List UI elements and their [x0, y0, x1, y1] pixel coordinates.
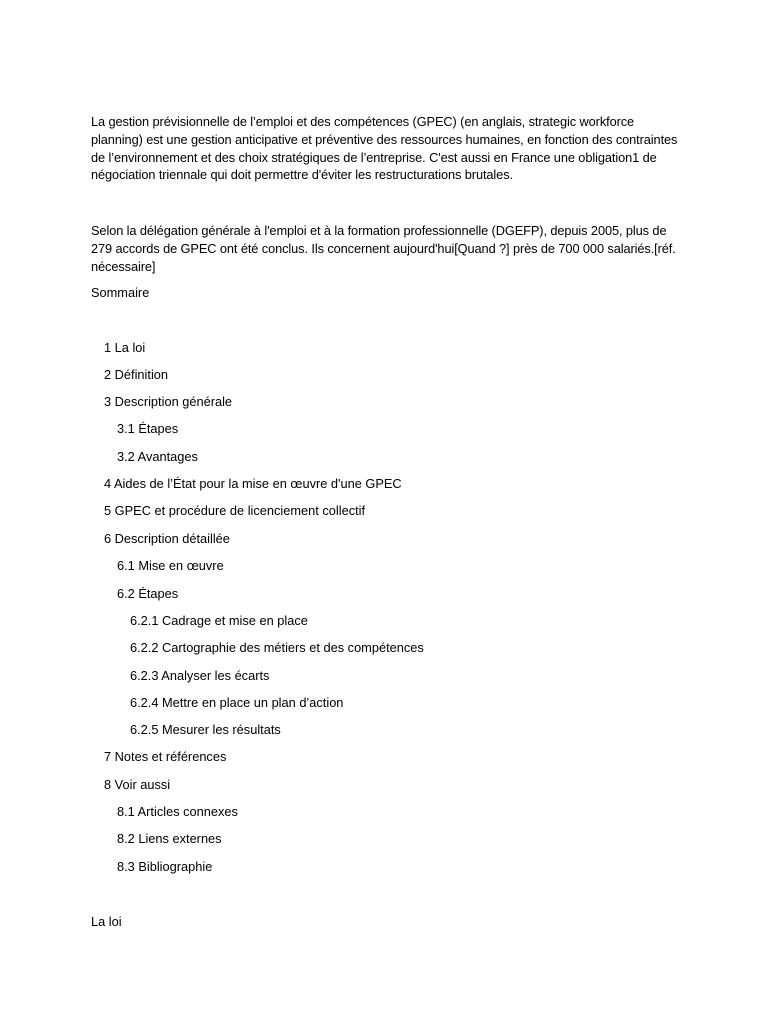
toc-item-6-2-2[interactable]: 6.2.2 Cartographie des métiers et des compétences	[130, 640, 424, 655]
toc-item-6-2[interactable]: 6.2 Étapes	[117, 586, 179, 601]
toc-item-3-2[interactable]: 3.2 Avantages	[117, 449, 198, 464]
toc-item-1[interactable]: 1 La loi	[104, 340, 146, 355]
stats-paragraph: Selon la délégation générale à l'emploi et à la formation professionnelle (DGEFP), depuis 2005, plus de 279 accords de GPEC ont été conclus. Ils concernent aujourd'hui[Quand ?] près de 700 000 salariés.[réf. nécessaire]	[91, 223, 676, 274]
toc-item-7[interactable]: 7 Notes et références	[104, 749, 227, 764]
toc-item-5[interactable]: 5 GPEC et procédure de licenciement collectif	[104, 503, 366, 518]
toc-item-8-1[interactable]: 8.1 Articles connexes	[117, 804, 238, 819]
toc-item-3[interactable]: 3 Description générale	[104, 394, 233, 409]
toc-item-6-2-1[interactable]: 6.2.1 Cadrage et mise en place	[130, 613, 308, 628]
toc-item-4[interactable]: 4 Aides de l’État pour la mise en œuvre d'une GPEC	[104, 476, 402, 491]
toc-item-6-1[interactable]: 6.1 Mise en œuvre	[117, 558, 224, 573]
toc-item-6-2-3[interactable]: 6.2.3 Analyser les écarts	[130, 668, 270, 683]
toc-item-6-2-5[interactable]: 6.2.5 Mesurer les résultats	[130, 722, 281, 737]
toc-item-6[interactable]: 6 Description détaillée	[104, 531, 230, 546]
section-heading: La loi	[91, 914, 122, 929]
toc-item-8[interactable]: 8 Voir aussi	[104, 777, 171, 792]
toc-item-3-1[interactable]: 3.1 Étapes	[117, 421, 179, 436]
toc-item-2[interactable]: 2 Définition	[104, 367, 169, 382]
toc-item-8-3[interactable]: 8.3 Bibliographie	[117, 859, 213, 874]
toc-item-8-2[interactable]: 8.2 Liens externes	[117, 831, 222, 846]
intro-paragraph: La gestion prévisionnelle de l’emploi et des compétences (GPEC) (en anglais, strategic workforce planning) est une gestion anticipative et préventive des ressources humaines, en fonction des contraintes de l’environnement et des choix stratégiques de l’entreprise. C'est aussi en France une obligation1 de négociation triennale qui doit permettre d'éviter les restructurations brutales.	[91, 114, 678, 183]
toc-title: Sommaire	[91, 285, 150, 300]
toc-item-6-2-4[interactable]: 6.2.4 Mettre en place un plan d’action	[130, 695, 344, 710]
